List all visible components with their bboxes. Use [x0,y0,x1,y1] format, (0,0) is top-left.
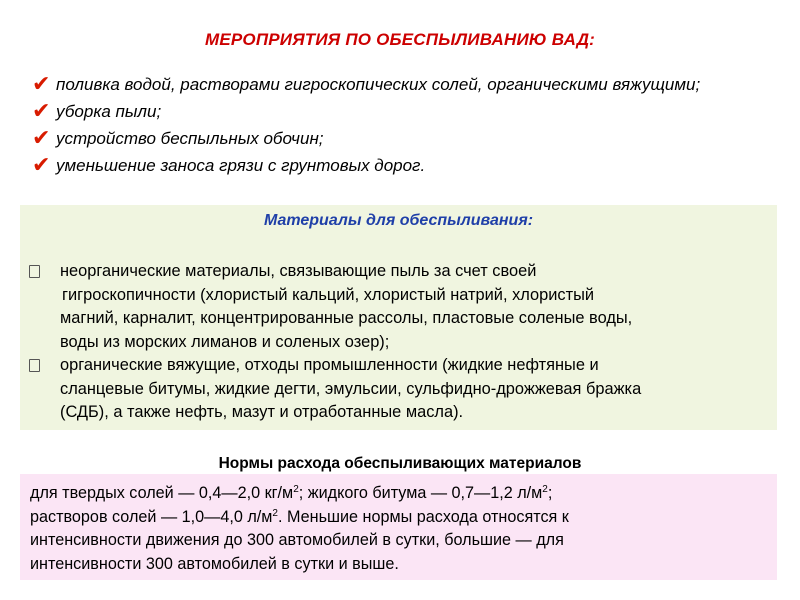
norms-text: . Меньшие нормы расхода относятся к [277,507,569,526]
superscript: 2 [542,484,548,495]
material-line: воды из морских лиманов и соленых озер); [60,332,390,351]
norms-text: растворов солей — 1,0—4,0 л/м [30,507,273,526]
materials-title: Материалы для обеспыливания: [263,212,534,229]
norms-text: ; жидкого битума — 0,7—1,2 л/м [298,484,543,502]
checkmark-icon: ✔ [32,71,51,96]
norms-line [30,506,767,530]
norms-line [30,482,767,506]
measure-text: устройство беспыльных обочин; [56,129,324,148]
material-item [20,260,777,354]
measures-list [32,72,772,180]
material-line: гигроскопичности (хлористый кальций, хлористый натрий, хлористый [62,285,595,304]
checkmark-icon: ✔ [32,125,51,150]
materials-list [20,260,777,425]
material-line: сланцевые битумы, жидкие дегти, эмульсии, сульфидно-дрожжевая бражка [60,379,642,398]
material-line: органические вяжущие, отходы промышленности (жидкие нефтяные и [60,356,599,374]
measure-item [32,153,772,178]
norms-text: ; [547,484,553,502]
square-bullet-icon [29,359,40,372]
norms-title: Нормы расхода обеспыливающих материалов [218,455,582,472]
norms-panel [20,474,777,580]
superscript: 2 [293,484,299,495]
material-line: магний, карналит, концентрированные рассолы, пластовые соленые воды, [60,309,633,327]
square-bullet-icon [29,265,40,278]
material-item [20,354,777,425]
page-title: МЕРОПРИЯТИЯ ПО ОБЕСПЫЛИВАНИЮ ВАД: [204,30,596,49]
norms-line: интенсивности 300 автомобилей в сутки и выше. [30,554,399,573]
measure-item [32,99,772,124]
measure-text: уменьшение заноса грязи с грунтовых дорог. [56,156,426,175]
superscript: 2 [272,507,278,519]
checkmark-icon: ✔ [32,98,51,123]
norms-text: для твердых солей — 0,4—2,0 кг/м [30,484,294,502]
checkmark-icon: ✔ [32,152,51,177]
materials-panel [20,205,777,430]
measure-text: поливка водой, растворами гигроскопических солей, органическими вяжущими; [56,75,701,94]
measure-item [32,72,772,97]
material-line: (СДБ), а также нефть, мазут и отработанные масла). [60,403,464,421]
material-line: неорганические материалы, связывающие пыль за счет своей [60,262,537,280]
measure-item [32,126,772,151]
measure-text: уборка пыли; [56,102,162,121]
norms-line: интенсивности движения до 300 автомобилей в сутки, большие — для [30,531,564,549]
